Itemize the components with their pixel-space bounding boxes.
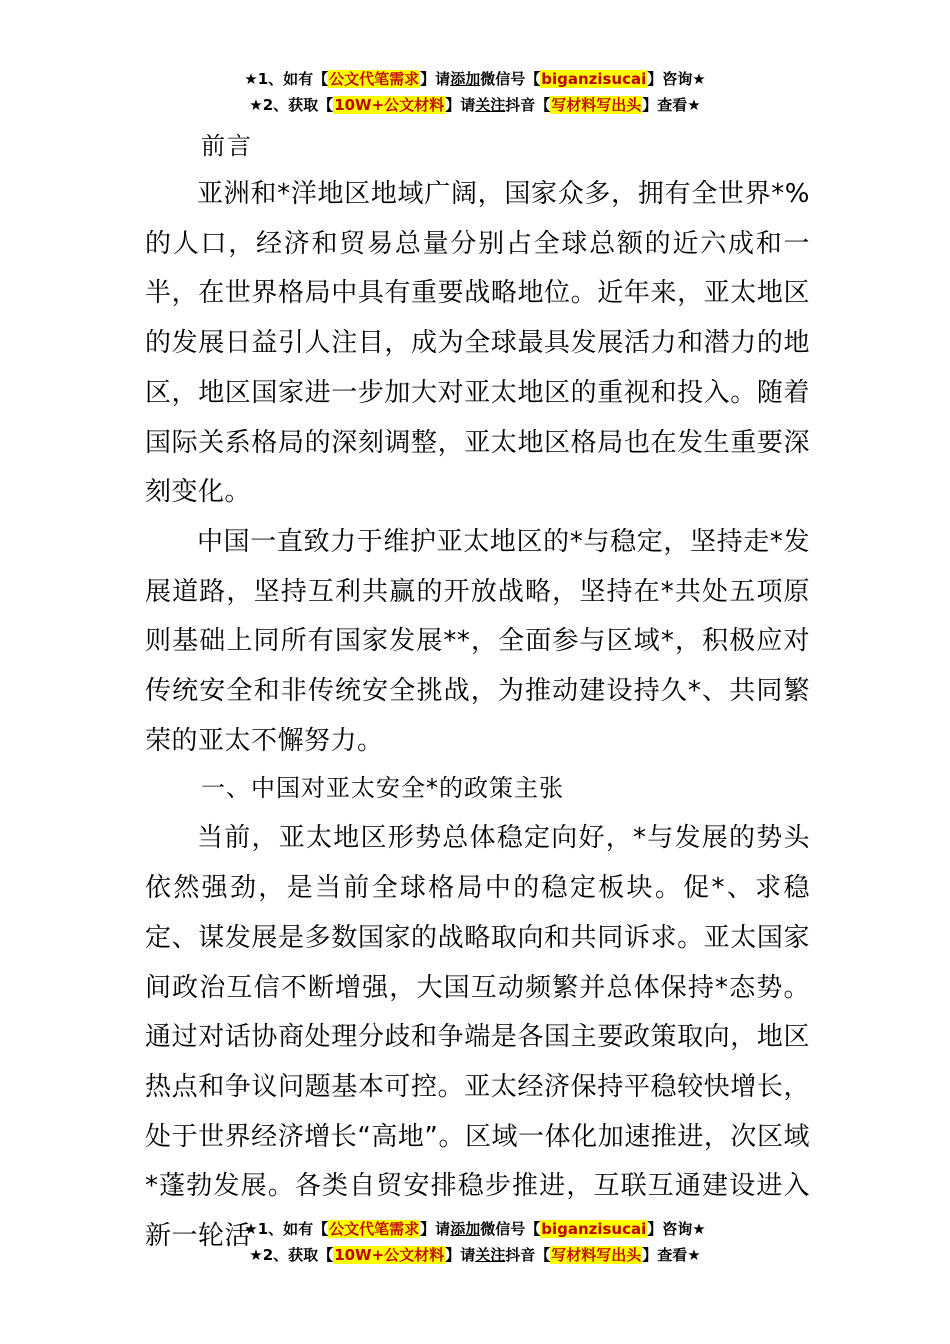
banner-text: ★2、获取【 bbox=[249, 96, 334, 114]
banner-text: 】咨询★ bbox=[647, 70, 706, 88]
banner-highlight: 10W+公文材料 bbox=[334, 1246, 445, 1264]
banner-text: 抖音【 bbox=[505, 1246, 551, 1264]
banner-text: 微信号【 bbox=[480, 1220, 541, 1238]
banner-text: 】请 bbox=[420, 1220, 451, 1238]
banner-highlight: 公文代笔需求 bbox=[329, 1220, 420, 1238]
banner-text: 】请 bbox=[420, 70, 451, 88]
banner-line-2 bbox=[0, 92, 950, 118]
banner-text: 】请 bbox=[445, 96, 476, 114]
banner-text: 】咨询★ bbox=[647, 1220, 706, 1238]
banner-underline: 关注 bbox=[475, 96, 506, 114]
banner-underline: 添加 bbox=[450, 1220, 481, 1238]
banner-line-1 bbox=[0, 1216, 950, 1242]
banner-highlight: 写材料写出头 bbox=[551, 1246, 642, 1264]
banner-highlight: biganzisucai bbox=[541, 70, 647, 88]
section-1-heading: 一、中国对亚太安全*的政策主张 bbox=[201, 774, 564, 803]
banner-highlight: 公文代笔需求 bbox=[329, 70, 420, 88]
banner-highlight: biganzisucai bbox=[541, 1220, 647, 1238]
banner-line-1 bbox=[0, 66, 950, 92]
banner-highlight: 写材料写出头 bbox=[551, 96, 642, 114]
footer-banner bbox=[0, 1216, 950, 1268]
banner-text: 微信号【 bbox=[480, 70, 541, 88]
document-body bbox=[145, 128, 810, 1262]
banner-text: ★1、如有【 bbox=[244, 1220, 329, 1238]
preface-heading: 前言 bbox=[201, 132, 253, 160]
banner-text: 】查看★ bbox=[642, 96, 701, 114]
paragraph-1: 亚洲和*洋地区地域广阔，国家众多，拥有全世界*%的人口，经济和贸易总量分别占全球总额的近六成和一半，在世界格局中具有重要战略地位。近年来，亚太地区的发展日益引人注目，成为全球最具发展活力和潜力的地区，地区国家进一步加大对亚太地区的重视和投入。随着国际关系格局的深刻调整，亚太地区格局也在发生重要深刻变化。 bbox=[145, 179, 810, 508]
paragraph-3: 当前，亚太地区形势总体稳定向好，*与发展的势头依然强劲，是当前全球格局中的稳定板块。促*、求稳定、谋发展是多数国家的战略取向和共同诉求。亚太国家间政治互信不断增强，大国互动频繁并总体保持*态势。通过对话协商处理分歧和争端是各国主要政策取向，地区热点和争议问题基本可控。亚太经济保持平稳较快增长，处于世界经济增长“高地”。区域一体化加速推进，次区域*蓬勃发展。各类自贸安排稳步推进，互联互通建设进入新一轮活 bbox=[145, 823, 810, 1252]
header-banner bbox=[0, 66, 950, 118]
banner-text: 】请 bbox=[445, 1246, 476, 1264]
banner-underline: 添加 bbox=[450, 70, 481, 88]
paragraph-2: 中国一直致力于维护亚太地区的*与稳定，坚持走*发展道路，坚持互利共赢的开放战略，坚持在*共处五项原则基础上同所有国家发展**，全面参与区域*，积极应对传统安全和非传统安全挑战，为推动建设持久*、共同繁荣的亚太不懈努力。 bbox=[145, 526, 810, 756]
banner-highlight: 10W+公文材料 bbox=[334, 96, 445, 114]
banner-text: 抖音【 bbox=[505, 96, 551, 114]
banner-underline: 关注 bbox=[475, 1246, 506, 1264]
banner-text: ★1、如有【 bbox=[244, 70, 329, 88]
banner-text: ★2、获取【 bbox=[249, 1246, 334, 1264]
banner-text: 】查看★ bbox=[642, 1246, 701, 1264]
banner-line-2 bbox=[0, 1242, 950, 1268]
